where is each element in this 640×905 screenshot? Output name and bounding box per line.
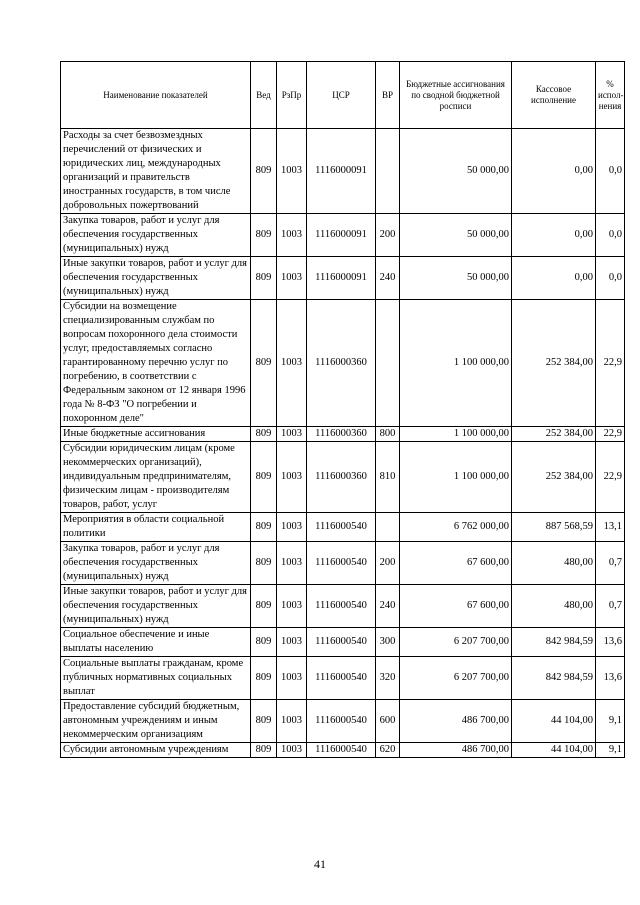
cell-budget: 1 100 000,00 <box>400 300 512 427</box>
cell-pct: 0,7 <box>596 585 625 628</box>
cell-pct: 0,0 <box>596 129 625 214</box>
table-row <box>61 513 625 542</box>
cell-cash: 44 104,00 <box>512 700 596 743</box>
cell-budget: 6 762 000,00 <box>400 513 512 542</box>
cell-budget: 1 100 000,00 <box>400 442 512 513</box>
cell-cash: 887 568,59 <box>512 513 596 542</box>
cell-ved: 809 <box>251 700 277 743</box>
cell-csr: 1116000091 <box>307 214 376 257</box>
cell-budget: 67 600,00 <box>400 542 512 585</box>
cell-cash: 480,00 <box>512 585 596 628</box>
cell-vr <box>376 300 400 427</box>
cell-pct: 22,9 <box>596 300 625 427</box>
cell-csr: 1116000540 <box>307 513 376 542</box>
cell-vr: 200 <box>376 542 400 585</box>
cell-rzpr: 1003 <box>277 257 307 300</box>
cell-budget: 1 100 000,00 <box>400 427 512 442</box>
cell-name: Иные бюджетные ассигнования <box>61 427 251 442</box>
cell-csr: 1116000091 <box>307 129 376 214</box>
table-row <box>61 700 625 743</box>
cell-budget: 486 700,00 <box>400 743 512 758</box>
header-budget: Бюджетные ассигнования по сводной бюджетной росписи <box>400 62 512 129</box>
cell-budget: 50 000,00 <box>400 257 512 300</box>
cell-csr: 1116000540 <box>307 657 376 700</box>
cell-ved: 809 <box>251 657 277 700</box>
cell-ved: 809 <box>251 513 277 542</box>
table-row <box>61 129 625 214</box>
cell-name: Закупка товаров, работ и услуг для обеспечения государственных (муниципальных) нужд <box>61 542 251 585</box>
cell-cash: 252 384,00 <box>512 442 596 513</box>
cell-budget: 6 207 700,00 <box>400 657 512 700</box>
cell-ved: 809 <box>251 743 277 758</box>
cell-ved: 809 <box>251 427 277 442</box>
cell-csr: 1116000540 <box>307 585 376 628</box>
cell-rzpr: 1003 <box>277 442 307 513</box>
cell-ved: 809 <box>251 542 277 585</box>
cell-csr: 1116000360 <box>307 300 376 427</box>
cell-cash: 480,00 <box>512 542 596 585</box>
cell-ved: 809 <box>251 442 277 513</box>
cell-ved: 809 <box>251 257 277 300</box>
cell-cash: 0,00 <box>512 129 596 214</box>
cell-pct: 22,9 <box>596 427 625 442</box>
cell-rzpr: 1003 <box>277 743 307 758</box>
header-pct: % испол-нения <box>596 62 625 129</box>
header-rzpr: РзПр <box>277 62 307 129</box>
cell-budget: 67 600,00 <box>400 585 512 628</box>
cell-cash: 0,00 <box>512 214 596 257</box>
cell-csr: 1116000540 <box>307 700 376 743</box>
cell-rzpr: 1003 <box>277 585 307 628</box>
cell-name: Социальное обеспечение и иные выплаты населению <box>61 628 251 657</box>
cell-cash: 252 384,00 <box>512 300 596 427</box>
header-ved: Вед <box>251 62 277 129</box>
cell-pct: 13,1 <box>596 513 625 542</box>
cell-name: Иные закупки товаров, работ и услуг для обеспечения государственных (муниципальных) нужд <box>61 585 251 628</box>
table-row <box>61 542 625 585</box>
cell-vr <box>376 513 400 542</box>
table-row <box>61 657 625 700</box>
cell-rzpr: 1003 <box>277 129 307 214</box>
cell-name: Субсидии юридическим лицам (кроме некоммерческих организаций), индивидуальным предпринимателям, физическим лицам - производителям товаров, работ, услуг <box>61 442 251 513</box>
header-csr: ЦСР <box>307 62 376 129</box>
cell-ved: 809 <box>251 214 277 257</box>
cell-budget: 50 000,00 <box>400 214 512 257</box>
table-row <box>61 743 625 758</box>
cell-name: Иные закупки товаров, работ и услуг для обеспечения государственных (муниципальных) нужд <box>61 257 251 300</box>
header-vr: ВР <box>376 62 400 129</box>
cell-csr: 1116000360 <box>307 442 376 513</box>
cell-rzpr: 1003 <box>277 542 307 585</box>
cell-pct: 9,1 <box>596 743 625 758</box>
cell-cash: 252 384,00 <box>512 427 596 442</box>
cell-rzpr: 1003 <box>277 628 307 657</box>
cell-vr: 300 <box>376 628 400 657</box>
cell-name: Расходы за счет безвозмездных перечислений от физических и юридических лиц, международных организаций и правительств иностранных государств, в том числе добровольных пожертвований <box>61 129 251 214</box>
cell-pct: 13,6 <box>596 657 625 700</box>
cell-csr: 1116000540 <box>307 743 376 758</box>
cell-pct: 13,6 <box>596 628 625 657</box>
cell-cash: 842 984,59 <box>512 628 596 657</box>
cell-vr: 200 <box>376 214 400 257</box>
cell-name: Субсидии автономным учреждениям <box>61 743 251 758</box>
cell-pct: 9,1 <box>596 700 625 743</box>
cell-budget: 50 000,00 <box>400 129 512 214</box>
cell-vr: 600 <box>376 700 400 743</box>
cell-ved: 809 <box>251 585 277 628</box>
cell-budget: 486 700,00 <box>400 700 512 743</box>
cell-cash: 0,00 <box>512 257 596 300</box>
page-number: 41 <box>314 857 326 871</box>
cell-vr <box>376 129 400 214</box>
cell-vr: 800 <box>376 427 400 442</box>
cell-cash: 44 104,00 <box>512 743 596 758</box>
table-row <box>61 300 625 427</box>
table-row <box>61 257 625 300</box>
cell-cash: 842 984,59 <box>512 657 596 700</box>
cell-csr: 1116000540 <box>307 628 376 657</box>
cell-rzpr: 1003 <box>277 700 307 743</box>
table-row <box>61 214 625 257</box>
cell-rzpr: 1003 <box>277 214 307 257</box>
table-header-row <box>61 62 625 129</box>
cell-vr: 620 <box>376 743 400 758</box>
cell-name: Мероприятия в области социальной политики <box>61 513 251 542</box>
cell-vr: 320 <box>376 657 400 700</box>
cell-pct: 0,0 <box>596 214 625 257</box>
budget-execution-table <box>60 61 625 758</box>
header-cash: Кассовое исполнение <box>512 62 596 129</box>
table-row <box>61 585 625 628</box>
cell-vr: 240 <box>376 257 400 300</box>
cell-name: Предоставление субсидий бюджетным, автономным учреждениям и иным некоммерческим организациям <box>61 700 251 743</box>
cell-rzpr: 1003 <box>277 300 307 427</box>
cell-pct: 0,0 <box>596 257 625 300</box>
cell-budget: 6 207 700,00 <box>400 628 512 657</box>
cell-rzpr: 1003 <box>277 427 307 442</box>
cell-pct: 0,7 <box>596 542 625 585</box>
cell-rzpr: 1003 <box>277 657 307 700</box>
cell-rzpr: 1003 <box>277 513 307 542</box>
cell-name: Субсидии на возмещение специализированным службам по вопросам похоронного дела стоимости услуг, предоставляемых согласно гарантированному перечню услуг по погребению, в соответствии с Федеральным законом от 12 января 1996 года № 8-ФЗ "О погребении и похоронном деле" <box>61 300 251 427</box>
cell-pct: 22,9 <box>596 442 625 513</box>
header-name: Наименование показателей <box>61 62 251 129</box>
table-row <box>61 442 625 513</box>
cell-csr: 1116000360 <box>307 427 376 442</box>
table-row <box>61 628 625 657</box>
table-row <box>61 427 625 442</box>
cell-csr: 1116000091 <box>307 257 376 300</box>
cell-ved: 809 <box>251 129 277 214</box>
cell-vr: 810 <box>376 442 400 513</box>
cell-ved: 809 <box>251 300 277 427</box>
cell-name: Социальные выплаты гражданам, кроме публичных нормативных социальных выплат <box>61 657 251 700</box>
cell-name: Закупка товаров, работ и услуг для обеспечения государственных (муниципальных) нужд <box>61 214 251 257</box>
cell-vr: 240 <box>376 585 400 628</box>
cell-ved: 809 <box>251 628 277 657</box>
cell-csr: 1116000540 <box>307 542 376 585</box>
